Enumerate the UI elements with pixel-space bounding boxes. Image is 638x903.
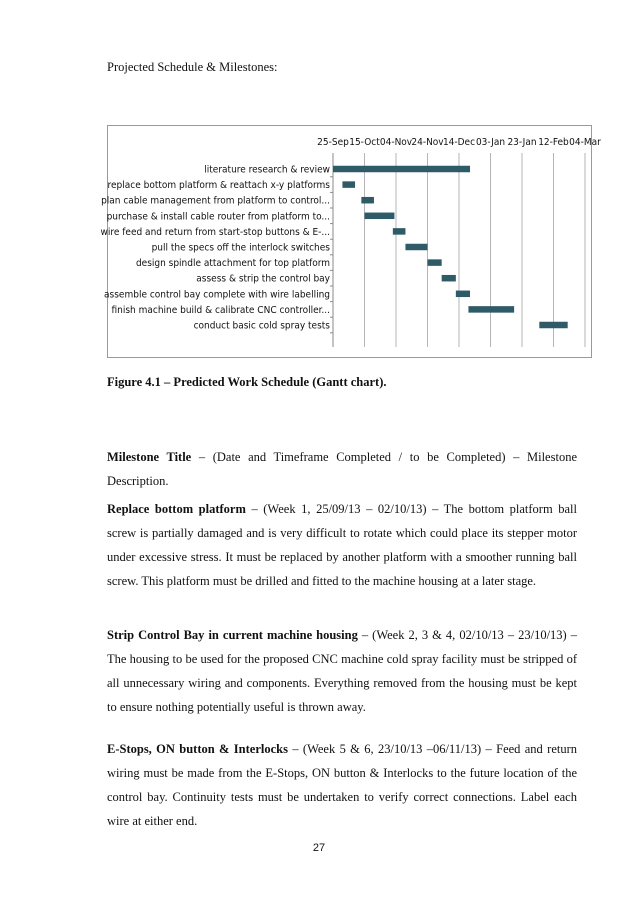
milestone-legend: [107, 445, 577, 493]
milestone-item: [107, 737, 577, 833]
x-tick-label: 14-Dec: [442, 137, 476, 148]
task-bar: [333, 166, 470, 173]
task-label: replace bottom platform & reattach x-y platforms: [107, 180, 330, 192]
milestone-description: – (Week 2, 3 & 4, 02/10/13 – 23/10/13) – The housing to be used for the proposed CNC machine cold spray facility must be stripped of all unnecessary wiring and components. Everything removed from the housing must be kept to ensure nothing potentially useful is thrown away.: [107, 628, 577, 714]
task-bar: [393, 228, 406, 235]
task-label: assemble control bay complete with wire labelling: [104, 289, 330, 301]
task-bar: [539, 322, 567, 329]
task-label: literature research & review: [204, 164, 330, 176]
x-tick-label: 15-Oct: [349, 137, 380, 148]
milestone-title: Strip Control Bay in current machine housing: [107, 628, 358, 642]
x-tick-label: 03-Jan: [475, 137, 506, 148]
task-label: conduct basic cold spray tests: [193, 320, 330, 332]
x-tick-label: 25-Sep: [317, 137, 349, 148]
x-tick-label: 24-Nov: [411, 137, 444, 148]
task-label: design spindle attachment for top platform: [135, 258, 330, 270]
section-heading: Projected Schedule & Milestones:: [107, 60, 278, 74]
task-label: wire feed and return from start-stop buttons & E-...: [100, 226, 330, 238]
milestone-title: E-Stops, ON button & Interlocks: [107, 742, 288, 756]
task-label: assess & strip the control bay: [196, 273, 330, 285]
page-number: 27: [312, 842, 326, 854]
task-label: plan cable management from platform to control...: [101, 195, 330, 207]
task-bar: [361, 197, 374, 204]
figure-caption: Figure 4.1 – Predicted Work Schedule (Gantt chart).: [107, 375, 387, 389]
task-bar: [342, 181, 355, 188]
milestone-description: – (Week 1, 25/09/13 – 02/10/13) – The bottom platform ball screw is partially damaged and is very difficult to rotate which could place its stepper motor under excessive stress. It must be replaced by another platform with a smoother running ball screw. This platform must be drilled and fitted to the machine housing at a later stage.: [107, 502, 578, 588]
milestone-title: Replace bottom platform: [107, 502, 246, 516]
task-bar: [442, 275, 456, 282]
gantt-chart: [100, 125, 601, 358]
task-label: pull the specs off the interlock switches: [151, 242, 330, 254]
x-tick-label: 04-Mar: [569, 137, 601, 148]
task-bar: [468, 306, 514, 313]
task-bar: [428, 259, 442, 266]
task-label: purchase & install cable router from platform to...: [106, 211, 330, 223]
x-tick-label: 04-Nov: [379, 137, 413, 148]
task-label: finish machine build & calibrate CNC controller...: [111, 304, 330, 316]
task-bar: [365, 213, 395, 220]
milestone-item: [107, 623, 577, 719]
task-bar: [456, 291, 470, 298]
task-bar: [405, 244, 427, 251]
milestone-item: [107, 497, 577, 593]
milestone-legend-text: – (Date and Timeframe Completed / to be Completed) – Milestone Description.: [107, 450, 577, 488]
x-tick-label: 23-Jan: [507, 137, 537, 148]
x-tick-label: 12-Feb: [538, 137, 569, 148]
milestone-legend-bold: Milestone Title: [107, 450, 192, 464]
milestone-description: – (Week 5 & 6, 23/10/13 –06/11/13) – Feed and return wiring must be made from the E-Stops, ON button & Interlocks to the future location of the control bay. Continuity tests must be undertaken to verify correct connections. Label each wire at either end.: [107, 742, 578, 828]
